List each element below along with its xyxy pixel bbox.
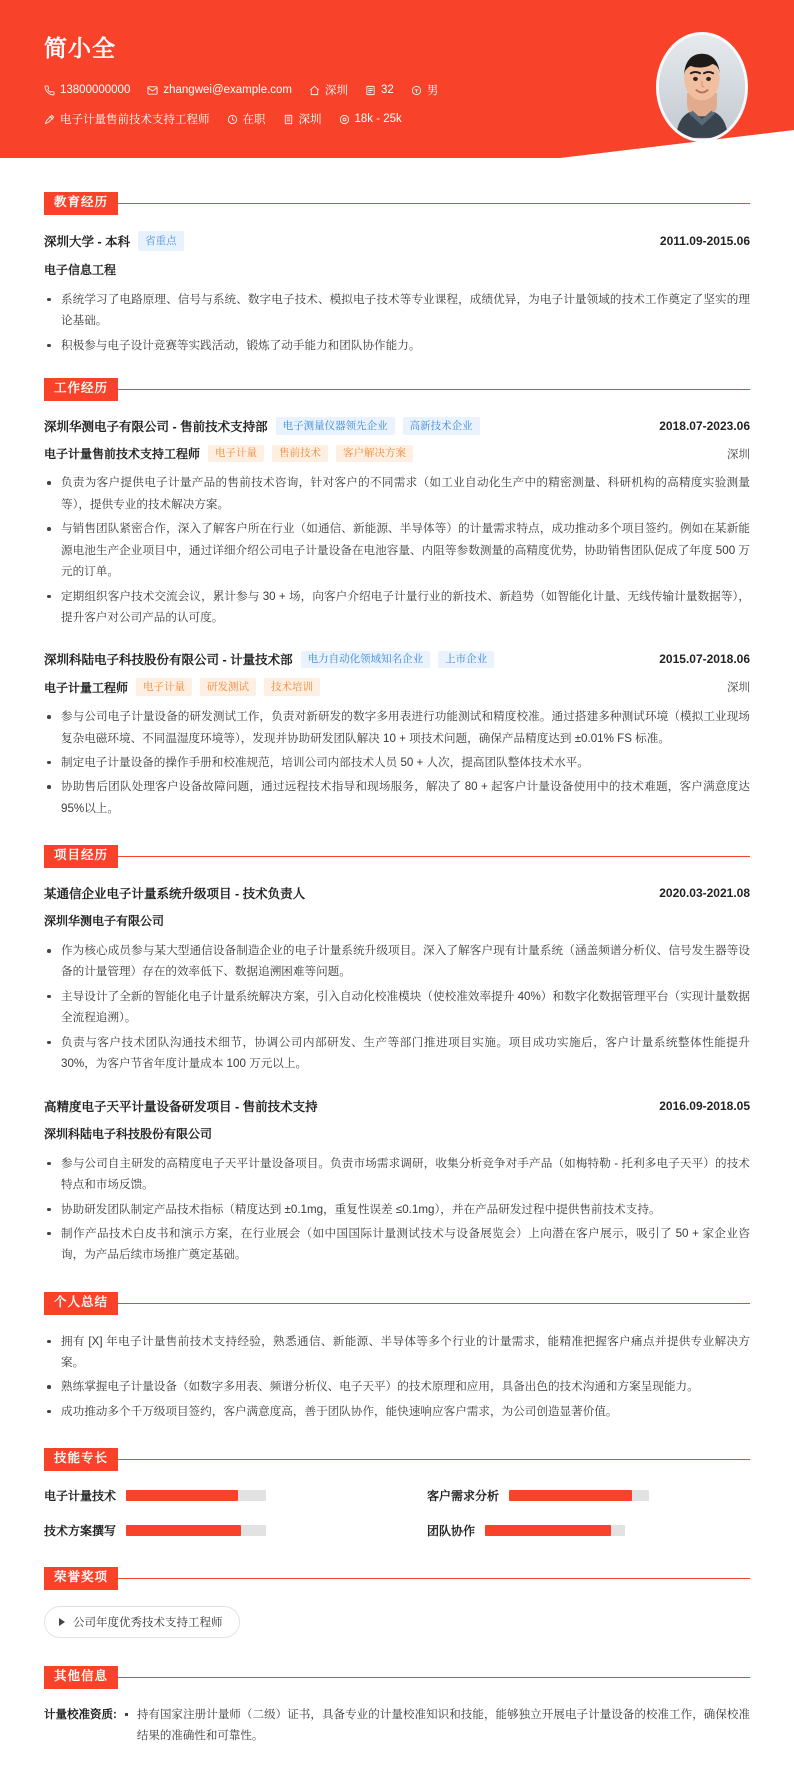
section-education <box>44 192 750 356</box>
section-title-education: 教育经历 <box>44 192 118 215</box>
skill-item <box>44 1522 367 1539</box>
project-company: 深圳华测电子有限公司 <box>44 914 165 928</box>
role-tag: 研发测试 <box>200 678 256 696</box>
section-title-projects: 项目经历 <box>44 845 118 868</box>
work-date: 2015.07-2018.06 <box>659 652 750 667</box>
play-triangle-icon <box>59 1618 65 1626</box>
section-rule <box>118 203 750 204</box>
school-badge: 省重点 <box>138 231 184 251</box>
section-rule <box>118 1578 750 1579</box>
section-title-work: 工作经历 <box>44 378 118 401</box>
list-item: 制定电子计量设备的操作手册和校准规范，培训公司内部技术人员 50 + 人次，提高团队整体技术水平。 <box>44 752 750 773</box>
list-item: 参与公司电子计量设备的研发测试工作，负责对新研发的数字多用表进行功能测试和精度校准。通过搭建多种测试环境（模拟工业现场复杂电磁环境、不同温湿度环境等），发现并协助研发团队解决 10 + 项技术问题，确保产品精度达到 ±0.01% FS 标准。 <box>44 706 750 749</box>
work-date: 2018.07-2023.06 <box>659 418 750 433</box>
section-header-education <box>44 192 750 215</box>
skill-fill <box>509 1490 632 1501</box>
avatar-photo <box>659 35 745 138</box>
role-tag: 技术培训 <box>264 678 320 696</box>
work-entry <box>44 417 750 629</box>
skill-item <box>44 1487 367 1504</box>
skill-label: 客户需求分析 <box>427 1489 500 1504</box>
section-rule <box>118 389 750 390</box>
role-tag: 客户解决方案 <box>336 445 413 463</box>
other-info-label: 计量校准资质: <box>44 1708 117 1721</box>
education-major: 电子信息工程 <box>44 262 117 277</box>
skill-item <box>427 1487 750 1504</box>
work-bullets <box>44 706 750 819</box>
section-rule <box>118 1677 750 1678</box>
section-skills <box>44 1448 750 1539</box>
gender-icon <box>411 85 422 96</box>
list-item: 拥有 [X] 年电子计量售前技术支持经验，熟悉通信、新能源、半导体等多个行业的计量需求，能精准把握客户痛点并提供专业解决方案。 <box>44 1331 750 1374</box>
list-item: 作为核心成员参与某大型通信设备制造企业的电子计量系统升级项目。深入了解客户现有计量系统（涵盖频谱分析仪、信号发生器等设备的计量管理）存在的效率低下、数据追溯困难等问题。 <box>44 940 750 983</box>
work-entry <box>44 650 750 819</box>
meta-gender-text: 男 <box>426 85 439 97</box>
home-icon <box>309 85 320 96</box>
list-item: 主导设计了全新的智能化电子计量系统解决方案，引入自动化校准模块（使校准效率提升 40%）和数字化数据管理平台（实现计量数据全流程追溯）。 <box>44 986 750 1029</box>
page-title: 简小全 <box>44 35 116 61</box>
meta-phone <box>44 84 130 96</box>
meta-status-text: 在职 <box>242 114 266 126</box>
project-name: 某通信企业电子计量系统升级项目 - 技术负责人 <box>44 887 306 901</box>
skill-label: 电子计量技术 <box>44 1489 117 1504</box>
section-title-summary: 个人总结 <box>44 1292 118 1315</box>
work-city: 深圳 <box>727 682 750 695</box>
work-bullets <box>44 472 750 628</box>
meta-email <box>147 84 292 96</box>
section-header-awards <box>44 1567 750 1590</box>
other-info-row <box>44 1705 750 1748</box>
section-projects <box>44 845 750 1266</box>
school-name: 深圳大学 - 本科 <box>44 234 131 249</box>
job-title: 电子计量售前技术支持工程师 <box>44 447 201 462</box>
section-rule <box>118 1303 750 1304</box>
other-info-text: 持有国家注册计量师（二级）证书，具备专业的计量校准知识和技能，能够独立开展电子计量设备的校准工作，确保校准结果的准确性和可靠性。 <box>123 1705 750 1748</box>
company-tag: 电子测量仪器领先企业 <box>276 417 395 435</box>
meta-phone-text: 13800000000 <box>60 84 131 96</box>
list-item: 负责为客户提供电子计量产品的售前技术咨询，针对客户的不同需求（如工业自动化生产中的精密测量、科研机构的高精度实验测量等），提供专业的技术解决方案。 <box>44 472 750 515</box>
list-item: 制作产品技术白皮书和演示方案，在行业展会（如中国国际计量测试技术与设备展览会）上向潜在客户展示，吸引了 50 + 家企业咨询，为产品后续市场推广奠定基础。 <box>44 1223 750 1266</box>
list-item: 参与公司自主研发的高精度电子天平计量设备项目。负责市场需求调研，收集分析竞争对手产品（如梅特勒 - 托利多电子天平）的技术特点和市场反馈。 <box>44 1153 750 1196</box>
job-title: 电子计量工程师 <box>44 680 129 695</box>
skill-fill <box>485 1525 611 1536</box>
section-summary <box>44 1292 750 1423</box>
meta-location <box>309 82 348 98</box>
section-awards <box>44 1567 750 1638</box>
contact-meta-row-1 <box>44 82 455 98</box>
section-work <box>44 378 750 819</box>
meta-salary-text: 18k - 25k <box>354 113 402 125</box>
list-item: 协助研发团队制定产品技术指标（精度达到 ±0.1mg，重复性误差 ≤0.1mg），并在产品研发过程中提供售前技术支持。 <box>44 1199 750 1220</box>
section-header-summary <box>44 1292 750 1315</box>
role-tag: 电子计量 <box>136 678 192 696</box>
meta-position-text: 电子计量售前技术支持工程师 <box>60 114 210 126</box>
meta-work-city <box>283 111 322 127</box>
award-label: 公司年度优秀技术支持工程师 <box>73 1616 223 1629</box>
project-date: 2020.03-2021.08 <box>659 886 750 900</box>
education-date: 2011.09-2015.06 <box>659 233 750 248</box>
mail-icon <box>147 85 158 96</box>
list-item: 协助售后团队处理客户设备故障问题，通过远程技术指导和现场服务，解决了 80 + 起客户计量设备使用中的技术难题，客户满意度达 95%以上。 <box>44 776 750 819</box>
building-icon <box>283 114 294 125</box>
avatar <box>656 32 748 142</box>
phone-icon <box>44 85 55 96</box>
section-header-skills <box>44 1448 750 1471</box>
company-name: 深圳华测电子有限公司 - 售前技术支持部 <box>44 419 268 434</box>
id-card-icon <box>365 85 376 96</box>
skill-bar <box>126 1525 266 1536</box>
section-header-work <box>44 378 750 401</box>
award-item[interactable] <box>44 1606 240 1638</box>
list-item: 成功推动多个千万级项目签约，客户满意度高，善于团队协作，能快速响应客户需求，为公司创造显著价值。 <box>44 1401 750 1422</box>
salary-icon <box>339 114 350 125</box>
project-company: 深圳科陆电子科技股份有限公司 <box>44 1126 213 1141</box>
section-header-projects <box>44 845 750 868</box>
role-tag: 售前技术 <box>272 445 328 463</box>
meta-position <box>44 111 210 127</box>
project-entry <box>44 884 750 1075</box>
section-rule <box>118 856 750 857</box>
section-title-other-info: 其他信息 <box>44 1666 118 1689</box>
meta-work-city-text: 深圳 <box>298 114 322 126</box>
meta-salary <box>339 113 402 125</box>
work-city: 深圳 <box>727 448 750 461</box>
meta-status <box>227 111 266 127</box>
project-bullets <box>44 940 750 1075</box>
company-name: 深圳科陆电子科技股份有限公司 - 计量技术部 <box>44 653 293 668</box>
section-title-awards: 荣誉奖项 <box>44 1567 118 1590</box>
education-entry <box>44 231 750 356</box>
meta-age <box>365 84 394 96</box>
meta-location-text: 深圳 <box>325 85 349 97</box>
section-rule <box>118 1459 750 1460</box>
project-name: 高精度电子天平计量设备研发项目 - 售前技术支持 <box>44 1099 318 1114</box>
meta-age-text: 32 <box>381 84 394 96</box>
skill-label: 团队协作 <box>427 1524 476 1539</box>
rocket-icon <box>44 114 55 125</box>
header-info <box>44 26 455 140</box>
company-tag: 电力自动化领域知名企业 <box>301 651 431 669</box>
role-tag: 电子计量 <box>208 445 264 463</box>
meta-email-text: zhangwei@example.com <box>163 84 293 96</box>
project-date: 2016.09-2018.05 <box>659 1098 750 1113</box>
meta-gender <box>411 82 439 98</box>
summary-bullets <box>44 1331 750 1423</box>
section-title-skills: 技能专长 <box>44 1448 118 1471</box>
list-item: 熟练掌握电子计量设备（如数字多用表、频谱分析仪、电子天平）的技术原理和应用，具备出色的技术沟通和方案呈现能力。 <box>44 1376 750 1397</box>
section-header-other-info <box>44 1666 750 1689</box>
contact-meta-row-2 <box>44 111 455 127</box>
section-other-info <box>44 1666 750 1747</box>
project-entry <box>44 1097 750 1266</box>
list-item: 与销售团队紧密合作，深入了解客户所在行业（如通信、新能源、半导体等）的计量需求特点，成功推动多个项目签约。例如在某新能源电池生产企业项目中，通过详细介绍公司电子计量设备在电池容量、内阻等参数测量的高精度优势，协助销售团队促成了年度 500 万元的订单。 <box>44 518 750 582</box>
skill-bar <box>485 1525 625 1536</box>
skill-label: 技术方案撰写 <box>44 1524 117 1539</box>
skill-fill <box>126 1525 241 1536</box>
list-item: 负责与客户技术团队沟通技术细节，协调公司内部研发、生产等部门推进项目实施。项目成功实施后，客户计量系统整体性能提升 30%，为客户节省年度计量成本 100 万元以上。 <box>44 1032 750 1075</box>
skill-fill <box>126 1490 238 1501</box>
company-tag: 上市企业 <box>438 651 494 669</box>
company-tag: 高新技术企业 <box>403 417 480 435</box>
skill-bar <box>509 1490 649 1501</box>
education-bullets <box>44 289 750 356</box>
list-item: 积极参与电子设计竞赛等实践活动，锻炼了动手能力和团队协作能力。 <box>44 335 750 356</box>
resume-header <box>0 0 794 170</box>
project-bullets <box>44 1153 750 1266</box>
list-item: 系统学习了电路原理、信号与系统、数字电子技术、模拟电子技术等专业课程，成绩优异，为电子计量领域的技术工作奠定了坚实的理论基础。 <box>44 289 750 332</box>
skill-bar <box>126 1490 266 1501</box>
list-item: 定期组织客户技术交流会议，累计参与 30 + 场，向客户介绍电子计量行业的新技术、新趋势（如智能化计量、无线传输计量数据等），提升客户对公司产品的认可度。 <box>44 586 750 629</box>
skill-item <box>427 1522 750 1539</box>
status-icon <box>227 114 238 125</box>
skill-grid <box>44 1487 750 1539</box>
